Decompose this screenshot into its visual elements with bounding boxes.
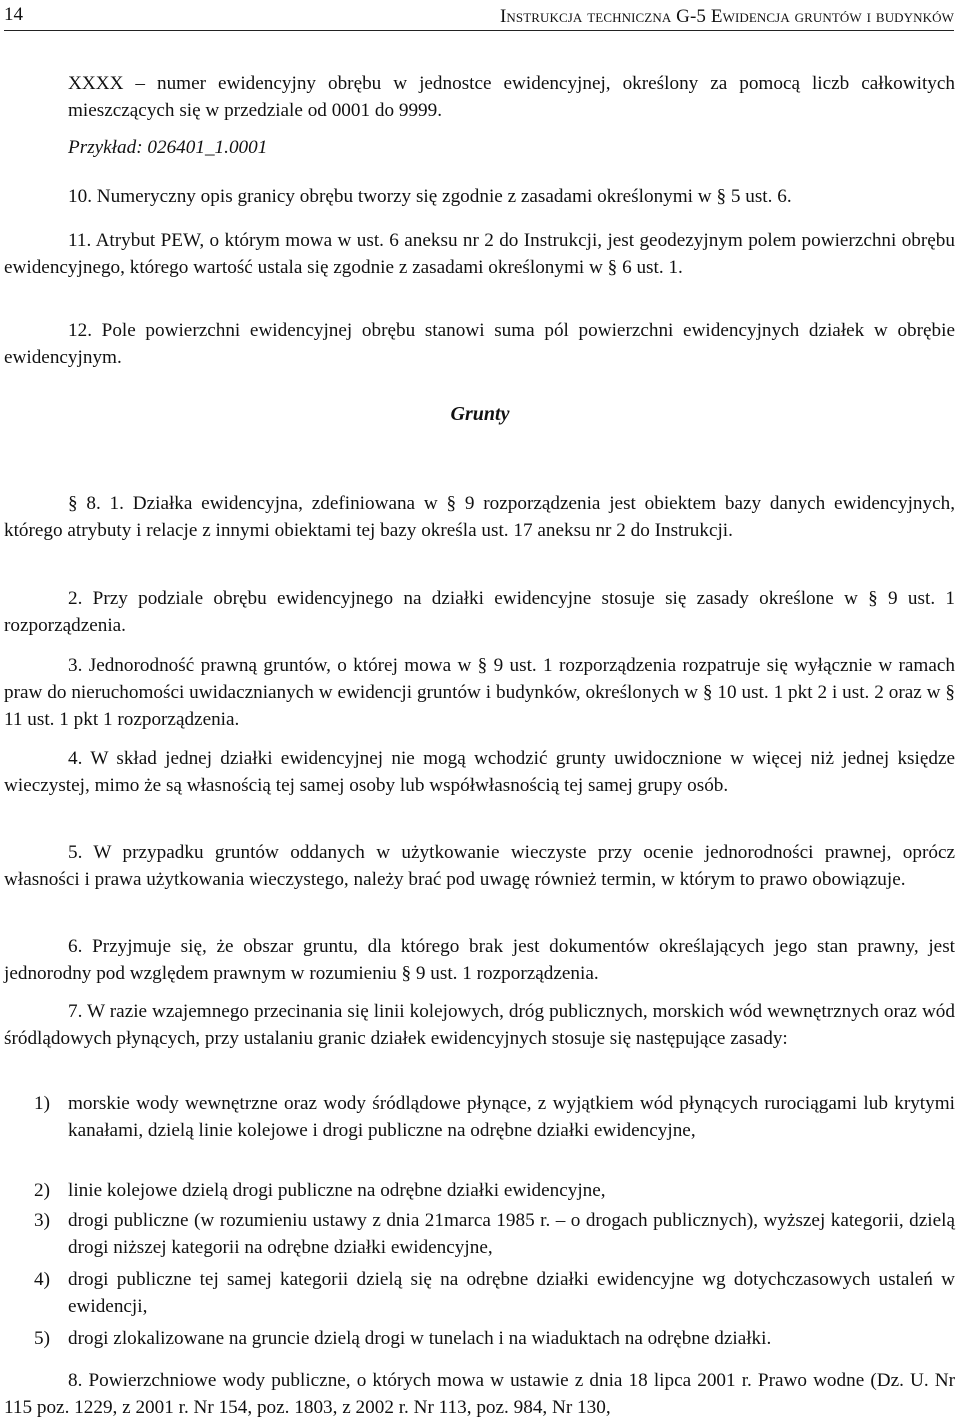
paragraph-11: 11. Atrybut PEW, o którym mowa w ust. 6 aneksu nr 2 do Instrukcji, jest geodezyjnym polem powierzchni obrębu ewidencyjnego, którego wartość ustala się zgodnie z zasadami określonymi w § 6 ust. 1. <box>4 230 955 278</box>
list-text: drogi zlokalizowane na gruncie dzielą drogi w tunelach i na wiaduktach na odrębne działki. <box>68 1328 772 1349</box>
paragraph-8-2: 2. Przy podziale obrębu ewidencyjnego na działki ewidencyjne stosuje się zasady określone w § 9 ust. 1 rozporządzenia. <box>4 588 955 636</box>
list-marker: 2) <box>34 1180 50 1201</box>
paragraph-8-7: 7. W razie wzajemnego przecinania się linii kolejowych, dróg publicznych, morskich wód wewnętrznych oraz wód śródlądowych płynących, przy ustalaniu granic działek ewidencyjnych stosuje się następujące zasady: <box>4 1001 955 1049</box>
list-marker: 5) <box>34 1328 50 1349</box>
page-number: 14 <box>4 4 23 25</box>
paragraph-8-6: 6. Przyjmuje się, że obszar gruntu, dla którego brak jest dokumentów określających jego stan prawny, jest jednorodny pod względem prawnym w rozumieniu § 9 ust. 1 rozporządzenia. <box>4 936 955 984</box>
paragraph-8-8: 8. Powierzchniowe wody publiczne, o których mowa w ustawie z dnia 18 lipca 2001 r. Prawo wodne (Dz. U. Nr 115 poz. 1229, z 2001 r. Nr 154, poz. 1803, z 2002 r. Nr 113, poz. 984, Nr 130, <box>4 1370 955 1418</box>
paragraph-10: 10. Numeryczny opis granicy obrębu tworzy się zgodnie z zasadami określonymi w § 5 ust. 6. <box>68 186 792 207</box>
list-text: drogi publiczne (w rozumieniu ustawy z dnia 21marca 1985 r. – o drogach publicznych), wyższej kategorii, dzielą drogi niższej kategorii na odrębne działki ewidencyjne, <box>68 1210 955 1258</box>
list-item <box>34 1325 955 1352</box>
xxxx-definition: XXXX – numer ewidencyjny obrębu w jednostce ewidencyjnej, określony za pomocą liczb całkowitych mieszczących się w przedziale od 0001 do 9999. <box>68 73 955 121</box>
list-text: drogi publiczne tej samej kategorii dzielą się na odrębne działki ewidencyjne wg dotychczasowych ustaleń w ewidencji, <box>68 1269 955 1317</box>
list-text: morskie wody wewnętrzne oraz wody śródlądowe płynące, z wyjątkiem wód płynących rurociągami lub krytymi kanałami, dzielą linie kolejowe i drogi publiczne na odrębne działki ewidencyjne, <box>68 1093 955 1141</box>
list-marker: 1) <box>34 1093 50 1114</box>
paragraph-8-1: § 8. 1. Działka ewidencyjna, zdefiniowana w § 9 rozporządzenia jest obiektem bazy danych ewidencyjnych, którego atrybuty i relacje z innymi obiektami tej bazy określa ust. 17 aneksu nr 2 do Instrukcji. <box>4 493 955 541</box>
page-header <box>4 4 954 31</box>
list-marker: 4) <box>34 1269 50 1290</box>
paragraph-12: 12. Pole powierzchni ewidencyjnej obrębu stanowi suma pól powierzchni ewidencyjnych działek w obrębie ewidencyjnym. <box>4 320 955 368</box>
paragraph-8-5: 5. W przypadku gruntów oddanych w użytkowanie wieczyste przy ocenie jednorodności prawnej, oprócz własności i prawa użytkowania wieczystego, należy brać pod uwagę również termin, w którym to prawo obowiązuje. <box>4 842 955 890</box>
list-text: linie kolejowe dzielą drogi publiczne na odrębne działki ewidencyjne, <box>68 1180 606 1201</box>
list-item <box>34 1266 955 1320</box>
running-title: Instrukcja techniczna G-5 Ewidencja gruntów i budynków <box>499 6 954 27</box>
section-heading: Grunty <box>450 403 510 425</box>
list-marker: 3) <box>34 1210 50 1231</box>
paragraph-8-4: 4. W skład jednej działki ewidencyjnej nie mogą wchodzić grunty uwidocznione w więcej niż jednej księdze wieczystej, mimo że są własnością tej samej osoby lub współwłasnością tej samej grupy osób. <box>4 748 955 796</box>
list-item <box>34 1207 955 1261</box>
paragraph-8-3: 3. Jednorodność prawną gruntów, o której mowa w § 9 ust. 1 rozporządzenia rozpatruje się wyłącznie w ramach praw do nieruchomości uwidacznianych w ewidencji gruntów i budynków, określonych w § 10 ust. 1 pkt 2 i ust. 2 oraz w § 11 ust. 1 pkt 1 rozporządzenia. <box>4 655 955 730</box>
list-item <box>34 1090 955 1144</box>
example-line: Przykład: 026401_1.0001 <box>68 137 268 158</box>
list-item <box>34 1177 955 1204</box>
